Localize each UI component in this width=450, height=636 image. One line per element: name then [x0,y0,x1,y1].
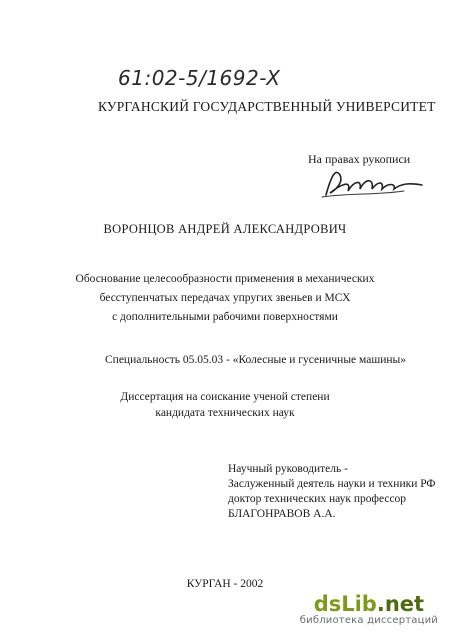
degree-line: Диссертация на соискание ученой степени [120,391,330,403]
title-line: Обоснование целесообразности применения в механических [75,273,375,285]
supervisor-line: Научный руководитель - [228,463,348,475]
supervisor-name: БЛАГОНРАВОВ А.А. [228,508,336,520]
supervisor-line: Заслуженный деятель науки и техники РФ [228,478,436,490]
watermark-logo [300,593,438,615]
watermark-logo-part2: .net [376,592,425,616]
author-signature [318,165,428,201]
title-line: с дополнительными рабочими поверхностями [112,311,338,323]
archive-code-handwritten: 61:02-5/1692-X [118,66,281,90]
supervisor-info [228,462,436,522]
degree-line: кандидата технических наук [155,407,295,419]
specialty-line: Специальность 05.05.03 - «Колесные и гусеничные машины» [105,354,406,366]
degree-statement [0,389,450,421]
supervisor-line: доктор технических наук профессор [228,493,407,505]
title-line: бесступенчатых передачах упругих звеньев и МСХ [99,292,351,304]
dissertation-title [0,270,450,327]
watermark-logo-part1: dsLib [313,592,377,616]
watermark-subtitle: библиотека диссертаций [299,615,438,626]
author-name: ВОРОНЦОВ АНДРЕЙ АЛЕКСАНДРОВИЧ [103,222,347,236]
university-name: КУРГАНСКИЙ ГОСУДАРСТВЕННЫЙ УНИВЕРСИТЕТ [98,99,436,114]
city-year: КУРГАН - 2002 [186,578,264,590]
dslib-watermark[interactable] [300,593,438,626]
manuscript-rights-label: На правах рукописи [308,152,411,166]
